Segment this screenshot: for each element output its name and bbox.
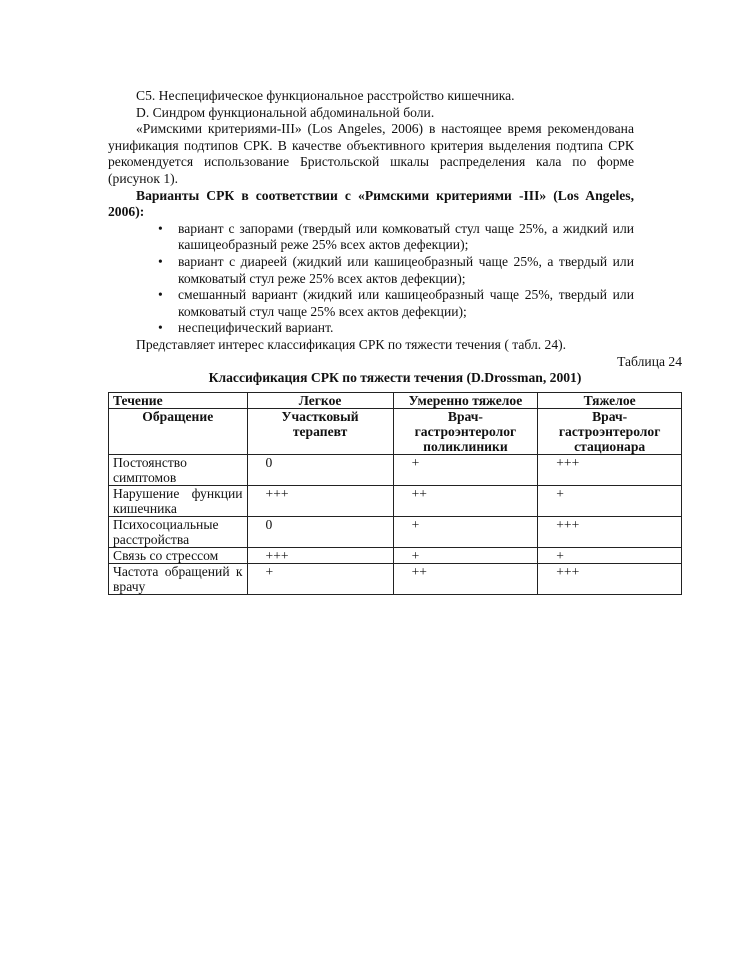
referral-mild: Участковый терапевт	[247, 409, 393, 455]
row-label: Постоянство симптомов	[109, 455, 248, 486]
row-label: Психосоциальные расстройства	[109, 517, 248, 548]
referral-moderate: Врач-гастроэнтеролог поликлиники	[393, 409, 538, 455]
variants-heading: Варианты СРК в соответствии с «Римскими критериями -III» (Los Angeles, 2006):	[108, 187, 634, 220]
cell-mild: 0	[247, 455, 393, 486]
variants-list	[108, 221, 634, 337]
table-row	[109, 486, 682, 517]
cell-mild: +++	[247, 548, 393, 564]
classification-intro: Представляет интерес классификация СРК по тяжести течения ( табл. 24).	[136, 336, 567, 352]
referral-row	[109, 409, 682, 455]
referral-severe: Врач-гастроэнтеролог стационара	[538, 409, 682, 455]
cell-moderate: +	[393, 517, 538, 548]
criterion-d: D. Синдром функциональной абдоминальной боли.	[136, 104, 435, 120]
table-row	[109, 564, 682, 595]
bullet-icon: •	[158, 253, 163, 269]
header-course: Течение	[109, 393, 248, 409]
list-item: • смешанный вариант (жидкий или кашицеобразный чаще 25%, твердый или комковатый стул чаще 25% всех актов дефекции);	[158, 287, 634, 319]
row-label: Нарушение функции кишечника	[109, 486, 248, 517]
cell-mild: 0	[247, 517, 393, 548]
cell-moderate: +	[393, 455, 538, 486]
cell-severe: +	[538, 548, 682, 564]
table-title: Классификация СРК по тяжести течения (D.Drossman, 2001)	[208, 370, 582, 386]
cell-mild: +	[247, 564, 393, 595]
cell-moderate: ++	[393, 564, 538, 595]
cell-severe: +++	[538, 455, 682, 486]
cell-moderate: +	[393, 548, 538, 564]
table-number: Таблица 24	[617, 353, 682, 369]
rome-paragraph: «Римскими критериями-III» (Los Angeles, 2006) в настоящее время рекомендована унификация подтипов СРК. В качестве объективного критерия выделения подтипа СРК рекомендуется использование Бристольской шкалы распределения кала по форме (рисунок 1).	[108, 121, 634, 186]
severity-table	[108, 392, 682, 595]
cell-moderate: ++	[393, 486, 538, 517]
cell-severe: +++	[538, 564, 682, 595]
criterion-c5: С5. Неспецифическое функциональное расстройство кишечника.	[136, 88, 515, 103]
header-moderate: Умеренно тяжелое	[393, 393, 538, 409]
cell-severe: +	[538, 486, 682, 517]
list-item: • вариант с запорами (твердый или комковатый стул чаще 25%, а жидкий или кашицеобразный реже 25% всех актов дефекции);	[158, 220, 634, 253]
table-row	[109, 548, 682, 564]
header-mild: Легкое	[247, 393, 393, 409]
row-label: Частота обращений к врачу	[109, 564, 248, 595]
bullet-icon: •	[158, 287, 163, 303]
referral-label: Обращение	[109, 409, 248, 455]
cell-mild: +++	[247, 486, 393, 517]
bullet-icon: •	[158, 320, 163, 336]
bullet-icon: •	[158, 220, 163, 236]
list-item: • вариант с диареей (жидкий или кашицеобразный чаще 25%, а твердый или комковатый стул реже 25% всех актов дефекции);	[158, 253, 634, 286]
list-item: • неспецифический вариант.	[158, 320, 334, 336]
document-page	[108, 88, 682, 386]
table-row	[109, 455, 682, 486]
table-header-row	[109, 393, 682, 409]
header-severe: Тяжелое	[538, 393, 682, 409]
row-label: Связь со стрессом	[109, 548, 248, 564]
table-row	[109, 517, 682, 548]
cell-severe: +++	[538, 517, 682, 548]
